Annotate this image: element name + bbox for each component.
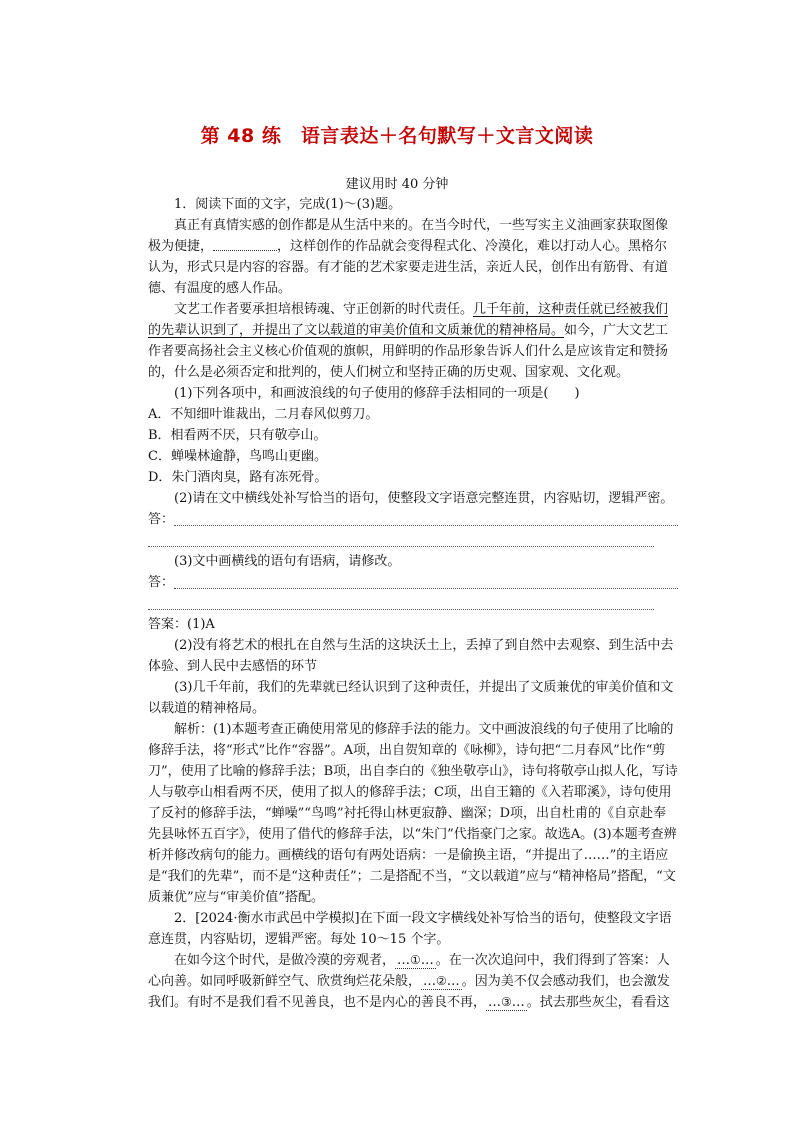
q2-passage [148,950,678,1013]
q2-text-2: 。在一次次追问中，我们得到了答案：人心向善。如同呼吸新鲜空气、欣赏绚烂花朵般， [148,953,670,989]
answer-dotted-line [174,588,678,589]
analysis-text: 解析：(1)本题考查正确使用常见的修辞手法的能力。文中画波浪线的句子使用了比喻的修辞手法，将“形式”比作“容器”。A项，出自贺知章的《咏柳》，诗句把“二月春风”比作“剪刀”，使用了比喻的修辞手法；B项，出自李白的《独坐敬亭山》，诗句将敬亭山拟人化，写诗人与敬亭山相看两不厌，使用了拟人的修辞手法；C项，出自王籍的《入若耶溪》，诗句使用了反衬的修辞手法，“蝉噪”“鸟鸣”衬托得山林更寂静、幽深；D项，出自杜甫的《自京赴奉先县咏怀五百字》，使用了借代的修辞手法，以“朱门”代指豪门之家。故选A。(3)本题考查辨析并修改病句的能力。画横线的语句有两处语病：一是偷换主语，“并提出了……”的主语应是“我们的先辈”，而不是“这种责任”；二是搭配不当，“文以载道”应与“精神格局”搭配，“文质兼优”应与“审美价值”搭配。 [148,722,678,905]
suggested-time: 建议用时 40 分钟 [345,177,449,192]
q2-blank-1-marker: ① [410,953,421,967]
q1-paragraph-1 [148,215,678,299]
q1-p2-part-a: 文艺工作者要承担培根铸魂、守正创新的时代责任。 [174,302,474,317]
option-c: C．蝉噪林逾静，鸟鸣山更幽。 [148,449,327,464]
q2-intro: 2．[2024·衡水市武邑中学模拟]在下面一段文字横线处补写恰当的语句，使整段文字语意连贯，内容贴切，逻辑严密。每处 10～15 个字。 [148,911,672,947]
answer-line-2a[interactable] [148,509,678,530]
option-a: A．不知细叶谁裁出，二月春风似剪刀。 [148,407,379,422]
content-body [148,194,678,1013]
q1-intro: 1．阅读下面的文字，完成(1)～(3)题。 [174,197,402,212]
page-title: 第 48 练 语言表达＋名句默写＋文言文阅读 [200,125,594,147]
q2-text-1: 在如今这个时代，是做冷漠的旁观者， [174,953,396,968]
q2-text-4: 。拭去那些灰尘，看看这 [526,995,670,1010]
q1-p2-part-b: 如今，广大文艺工作者要高扬社会主义核心价值观的旗帜，用鲜明的作品形象告诉人们什么是应该肯定和赞扬的，什么是必须否定和批判的，使人们树立和坚持正确的历史观、国家观、文化观。 [148,323,669,380]
answer-key-1: 答案：(1)A [148,617,215,632]
q1-p1-part-b: ，这样创作的作品就会变得程式化、冷漠化，难以打动人心。黑格尔认为，形式只是内容的容器。有才能的艺术家要走进生活，亲近人民，创作出有筋骨、有道德、有温度的感人作品。 [148,239,669,296]
q1-paragraph-2 [148,299,678,383]
answer-dotted-line [148,609,654,610]
q2-blank-1: …①… [397,953,434,968]
q2-text-3: 。因为美不仅会感动我们，也会激发我们。有时不是我们看不见善良，也不是内心的善良不再， [148,974,670,1010]
q2-blank-3-marker: ③ [501,995,512,1009]
answer-line-2b[interactable] [148,530,678,551]
q1-p1-part-a: 真正有真情实感的创作都是从生活中来的。在当今时代，一些写实主义油画家获取图像极为便捷， [148,218,669,254]
answer-dotted-line [148,546,654,547]
answer-key-2: (2)没有将艺术的根扎在自然与生活的这块沃土上，丢掉了到自然中去观察、到生活中去体验、到人民中去感悟的环节 [148,638,674,674]
option-d: D．朱门酒肉臭，路有冻死骨。 [148,470,328,485]
answer-label-3: 答： [148,575,175,590]
answer-dotted-line [174,525,678,526]
q2-blank-2: …②… [423,974,460,989]
answer-line-3a[interactable] [148,572,678,593]
option-b: B．相看两不厌，只有敬亭山。 [148,428,327,443]
q1-sub-question-3: (3)文中画横线的语句有语病，请修改。 [174,554,401,569]
answer-label-2: 答： [148,512,175,527]
q2-blank-3: …③… [488,995,525,1010]
q1-sub-question-1: (1)下列各项中，和画波浪线的句子使用的修辞手法相同的一项是( ) [174,386,580,401]
answer-key-3: (3)几千年前，我们的先辈就已经认识到了这种责任，并提出了文质兼优的审美价值和文以载道的精神格局。 [148,680,674,716]
q1-sub-question-2: (2)请在文中横线处补写恰当的语句，使整段文字语意完整连贯，内容贴切，逻辑严密。 [174,491,674,506]
q1-fill-blank [213,237,277,251]
q1-underlined-sentence: 几千年前，这种责任就已经被我们的先辈认识到了，并提出了文以载道的审美价值和文质兼优的精神格局。 [148,302,669,338]
q2-blank-2-marker: ② [436,974,447,988]
answer-line-3b[interactable] [148,593,678,614]
